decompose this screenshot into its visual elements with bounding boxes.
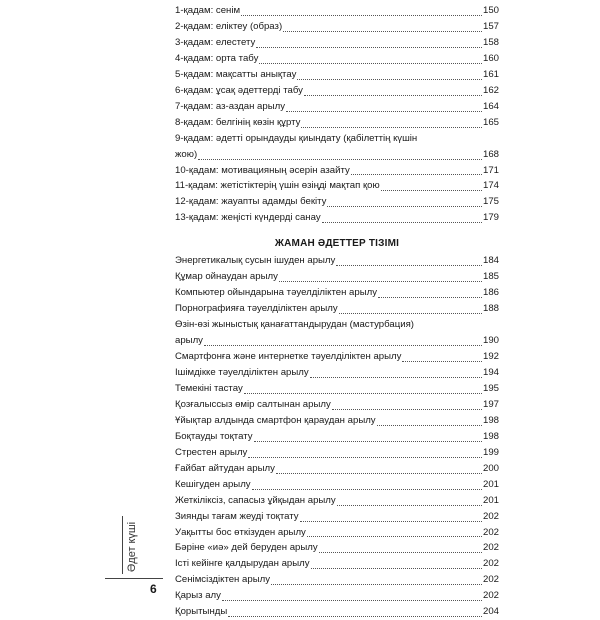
toc-entry-title: Сенімсіздіктен арылу [175, 574, 270, 586]
leader-dots [271, 584, 482, 585]
toc-entry-title: Порнографияға тәуелділіктен арылу [175, 303, 338, 315]
toc-entry-title: Зиянды тағам жеуді тоқтату [175, 510, 299, 522]
leader-dots [300, 521, 482, 522]
toc-entry-page: 165 [482, 116, 499, 128]
toc-entry-title: 11-қадам: жетістіктерің үшін өзіңді мақтап қою [175, 180, 380, 192]
leader-dots [198, 159, 482, 160]
leader-dots [228, 616, 482, 617]
toc-entry-page: 199 [482, 446, 499, 458]
toc-entry-step-8[interactable] [175, 115, 499, 131]
toc-entry-step-5[interactable] [175, 67, 499, 83]
toc-entry-page: 198 [482, 414, 499, 426]
toc-entry-page: 186 [482, 287, 499, 299]
leader-dots [256, 47, 482, 48]
toc-entry-page: 179 [482, 212, 499, 224]
toc-entry-step-9[interactable] [175, 131, 499, 163]
toc-entry-page: 185 [482, 271, 499, 283]
toc-entry-title: 2-қадам: еліктеу (образ) [175, 20, 283, 32]
leader-dots [311, 568, 482, 569]
toc-entry-page: 171 [482, 164, 499, 176]
toc-entry-step-2[interactable] [175, 19, 499, 35]
toc-entry-page: 164 [482, 100, 499, 112]
toc-entry-step-4[interactable] [175, 51, 499, 67]
toc-entry-title: 4-қадам: орта табу [175, 52, 259, 64]
toc-entry-title-line-1: 9-қадам: әдетті орындауды қиындату (қабілеттің күшін [175, 132, 418, 144]
leader-dots [304, 95, 482, 96]
leader-dots [222, 600, 482, 601]
leader-dots [244, 393, 482, 394]
toc-entry-step-1[interactable] [175, 3, 499, 19]
toc-entry-habit-18[interactable] [175, 540, 499, 556]
toc-entry-title: Бәріне «иә» дей беруден арылу [175, 542, 318, 554]
toc-entry-title: Темекіні тастау [175, 382, 243, 394]
toc-entry-page: 201 [482, 494, 499, 506]
section-heading: ЖАМАН ӘДЕТТЕР ТІЗІМІ [274, 238, 400, 250]
leader-dots [252, 489, 482, 490]
toc-entry-title: Ішімдікке тәуелділіктен арылу [175, 366, 309, 378]
toc-entry-title: Боқтауды тоқтату [175, 430, 253, 442]
toc-entry-page: 184 [482, 255, 499, 267]
leader-dots [254, 441, 482, 442]
toc-entry-page: 160 [482, 52, 499, 64]
toc-entry-habit-16[interactable] [175, 509, 499, 525]
leader-dots [279, 281, 482, 282]
leader-dots [327, 206, 482, 207]
toc-entry-page: 202 [482, 510, 499, 522]
toc-entry-title: Қорытынды [175, 606, 228, 618]
leader-dots [351, 174, 482, 175]
toc-entry-habit-7[interactable] [175, 365, 499, 381]
toc-entry-habit-10[interactable] [175, 413, 499, 429]
toc-entry-title: Стрестен арылу [175, 446, 248, 458]
toc-entry-title: 5-қадам: мақсатты анықтау [175, 68, 297, 80]
toc-entry-page: 200 [482, 462, 499, 474]
toc-entry-page: 195 [482, 382, 499, 394]
leader-dots [378, 297, 482, 298]
leader-dots [322, 222, 482, 223]
toc-entry-habit-19[interactable] [175, 556, 499, 572]
leader-dots [297, 79, 482, 80]
leader-dots [381, 190, 482, 191]
toc-entry-step-6[interactable] [175, 83, 499, 99]
toc-entry-habit-21[interactable] [175, 588, 499, 604]
toc-entry-title: 8-қадам: белгінің көзін құрту [175, 116, 301, 128]
toc-entry-habit-2[interactable] [175, 269, 499, 285]
toc-entry-page: 157 [482, 20, 499, 32]
toc-entry-step-11[interactable] [175, 178, 499, 194]
toc-entry-page: 204 [482, 606, 499, 618]
toc-entry-title-line-2: арылу [175, 335, 203, 347]
toc-entry-habit-12[interactable] [175, 445, 499, 461]
toc-entry-step-3[interactable] [175, 35, 499, 51]
toc-entry-page: 198 [482, 430, 499, 442]
leader-dots [307, 536, 482, 537]
leader-dots [248, 457, 482, 458]
leader-dots [286, 111, 482, 112]
toc-entry-habit-6[interactable] [175, 349, 499, 365]
page-number: 6 [150, 582, 157, 596]
toc-entry-page: 202 [482, 558, 499, 570]
toc-entry-title: Энергетикалық сусын ішуден арылу [175, 255, 336, 267]
leader-dots [276, 473, 482, 474]
toc-entry-title: 7-қадам: аз-аздан арылу [175, 100, 286, 112]
toc-entry-title: Қозғалыссыз өмір салтынан арылу [175, 398, 331, 410]
leader-dots [283, 31, 482, 32]
toc-entry-page: 168 [482, 148, 499, 160]
toc-entry-page: 190 [482, 335, 499, 347]
toc-entry-page: 175 [482, 196, 499, 208]
toc-entry-title: 6-қадам: ұсақ әдеттерді табу [175, 84, 303, 96]
toc-entry-page: 197 [482, 398, 499, 410]
toc-entry-title: Істі кейінге қалдырудан арылу [175, 558, 310, 570]
toc-entry-title: Уақытты бос өткізуден арылу [175, 526, 306, 538]
leader-dots [377, 425, 482, 426]
toc-entry-conclusion[interactable] [175, 604, 499, 620]
table-of-contents [175, 3, 499, 620]
toc-entry-title-line-2: жою) [175, 148, 198, 160]
toc-entry-title-line-1: Өзін-өзі жыныстық қанағаттандырудан (мастурбация) [175, 319, 414, 331]
toc-entry-title: Қарыз алу [175, 590, 221, 602]
toc-entry-habit-8[interactable] [175, 381, 499, 397]
toc-entry-habit-9[interactable] [175, 397, 499, 413]
toc-entry-title: Компьютер ойындарына тәуелділіктен арылу [175, 287, 378, 299]
toc-entry-page: 201 [482, 478, 499, 490]
toc-entry-page: 162 [482, 84, 499, 96]
toc-entry-habit-14[interactable] [175, 477, 499, 493]
toc-entry-title: Ғайбат айтудан арылу [175, 462, 275, 474]
toc-entry-title: Құмар ойнаудан арылу [175, 271, 278, 283]
leader-dots [319, 552, 482, 553]
leader-dots [241, 15, 482, 16]
toc-entry-step-7[interactable] [175, 99, 499, 115]
toc-entry-title: 10-қадам: мотивацияның әсерін азайту [175, 164, 350, 176]
leader-dots [301, 127, 482, 128]
running-title: Әдет күші [126, 521, 138, 572]
toc-entry-title: 13-қадам: жеңісті күндерді санау [175, 212, 321, 224]
toc-entry-habit-5[interactable] [175, 317, 499, 349]
leader-dots [310, 377, 482, 378]
toc-entry-page: 150 [482, 5, 499, 16]
toc-entry-habit-4[interactable] [175, 301, 499, 317]
leader-dots [402, 361, 482, 362]
toc-entry-habit-11[interactable] [175, 429, 499, 445]
toc-entry-title: Ұйықтар алдында смартфон қараудан арылу [175, 414, 376, 426]
toc-entry-title: 1-қадам: сенім [175, 5, 241, 16]
leader-dots [336, 265, 482, 266]
toc-entry-page: 194 [482, 366, 499, 378]
toc-entry-title: Смартфонға және интернетке тәуелділіктен арылу [175, 351, 402, 363]
leader-dots [332, 409, 482, 410]
leader-dots [259, 63, 482, 64]
toc-entry-habit-3[interactable] [175, 285, 499, 301]
leader-dots [204, 345, 482, 346]
toc-entry-page: 202 [482, 574, 499, 586]
toc-entry-page: 158 [482, 36, 499, 48]
toc-entry-page: 202 [482, 590, 499, 602]
toc-entry-title: Кешігуден арылу [175, 478, 251, 490]
toc-entry-title: Жеткіліксіз, сапасыз ұйқыдан арылу [175, 494, 336, 506]
leader-dots [339, 313, 482, 314]
toc-entry-step-13[interactable] [175, 210, 499, 226]
toc-entry-page: 202 [482, 542, 499, 554]
toc-entry-page: 188 [482, 303, 499, 315]
toc-entry-habit-13[interactable] [175, 461, 499, 477]
toc-entry-step-12[interactable] [175, 194, 499, 210]
toc-entry-habit-20[interactable] [175, 572, 499, 588]
footer-vertical-rule [122, 516, 123, 574]
toc-entry-title: 3-қадам: елестету [175, 36, 256, 48]
toc-entry-step-10[interactable] [175, 163, 499, 179]
toc-entry-habit-15[interactable] [175, 493, 499, 509]
toc-entry-page: 174 [482, 180, 499, 192]
leader-dots [337, 505, 482, 506]
toc-entry-page: 192 [482, 351, 499, 363]
footer-horizontal-rule [105, 578, 163, 579]
toc-entry-title: 12-қадам: жауапты адамды бекіту [175, 196, 327, 208]
toc-entry-page: 161 [482, 68, 499, 80]
toc-entry-habit-17[interactable] [175, 525, 499, 541]
toc-entry-page: 202 [482, 526, 499, 538]
toc-entry-habit-1[interactable] [175, 253, 499, 269]
